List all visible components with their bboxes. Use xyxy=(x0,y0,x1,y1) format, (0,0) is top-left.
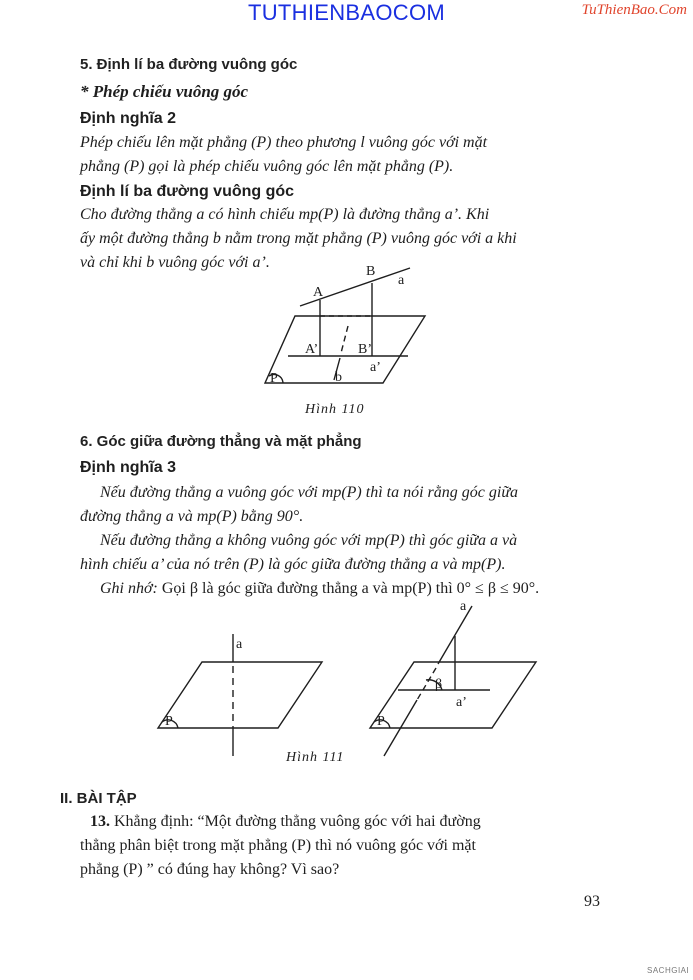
note-text: Gọi β là góc giữa đường thẳng a và mp(P) thì 0° ≤ β ≤ 90°. xyxy=(161,580,540,597)
theorem-title: Định lí ba đường vuông góc xyxy=(80,183,295,200)
section-5-heading: 5. Định lí ba đường vuông góc xyxy=(80,56,298,73)
site-title: TUTHIENBAOCOM xyxy=(247,0,445,25)
theorem-line-2: ấy một đường thẳng b nằm trong mặt phẳng (P) vuông góc với a khi xyxy=(80,230,517,247)
line-b-hidden xyxy=(341,326,348,353)
page-number: 93 xyxy=(584,893,600,910)
def3-p1-line-2: đường thẳng a và mp(P) bằng 90°. xyxy=(80,508,304,525)
exercise-13 xyxy=(80,810,605,882)
figure-110-caption: Hình 110 xyxy=(305,402,365,417)
exercises-heading: II. BÀI TẬP xyxy=(60,790,137,807)
definition-3-title: Định nghĩa 3 xyxy=(80,459,176,476)
theorem-line-1: Cho đường thẳng a có hình chiếu mp(P) là đường thẳng a’. Khi xyxy=(80,206,490,223)
brand-logo-text: TuThienBao.Com xyxy=(581,2,687,18)
exercise-13-line-2: thẳng phân biệt trong mặt phẳng (P) thì nó vuông góc với mặt xyxy=(80,837,476,854)
right-plane-outline xyxy=(370,662,536,728)
label-a-prime: a’ xyxy=(370,360,381,375)
label-P: P xyxy=(270,371,278,386)
definition-2-text xyxy=(80,131,600,179)
label-a: a xyxy=(398,273,405,288)
left-label-a: a xyxy=(236,637,243,652)
right-label-a-prime: a’ xyxy=(456,695,467,710)
plane-p-outline xyxy=(265,316,425,383)
label-B: B xyxy=(366,264,376,279)
definition-2-title: Định nghĩa 2 xyxy=(80,110,176,127)
right-label-a: a xyxy=(460,600,467,614)
exercise-13-line-3: phẳng (P) ” có đúng hay không? Vì sao? xyxy=(80,861,340,878)
theorem-line-3: và chỉ khi b vuông góc với a’. xyxy=(80,254,270,271)
left-plane-outline xyxy=(158,662,322,728)
label-B-prime: B’ xyxy=(358,342,372,357)
section-6-heading: 6. Góc giữa đường thẳng và mặt phẳng xyxy=(80,433,362,450)
definition-2-line-1: Phép chiếu lên mặt phẳng (P) theo phương l vuông góc với mặt xyxy=(80,134,488,151)
figure-111-diagram xyxy=(150,600,610,765)
right-line-a-hidden xyxy=(417,668,436,700)
right-label-P: P xyxy=(377,714,385,729)
definition-3-para-1 xyxy=(80,481,615,529)
definition-2-line-2: phẳng (P) gọi là phép chiếu vuông góc lên mặt phẳng (P). xyxy=(80,158,454,175)
exercise-13-line-1: Khẳng định: “Một đường thẳng vuông góc với hai đường xyxy=(114,813,481,830)
note-line xyxy=(100,577,620,601)
section-5-subheading: * Phép chiếu vuông góc xyxy=(80,82,249,101)
def3-p2-line-1: Nếu đường thẳng a không vuông góc với mp(P) thì góc giữa a và xyxy=(100,532,518,549)
footer-logo: SACHGIAI xyxy=(647,966,690,975)
def3-p2-line-2: hình chiếu a’ của nó trên (P) là góc giữa đường thẳng a và mp(P). xyxy=(80,556,506,573)
left-label-P: P xyxy=(165,714,173,729)
label-beta: β xyxy=(435,677,443,692)
exercise-13-number: 13. xyxy=(90,813,110,830)
label-A-prime: A’ xyxy=(305,342,319,357)
definition-3-para-2 xyxy=(80,529,615,577)
figure-111-caption: Hình 111 xyxy=(286,750,345,765)
note-label: Ghi nhớ: xyxy=(100,580,158,597)
figure-110-diagram xyxy=(250,258,450,388)
def3-p1-line-1: Nếu đường thẳng a vuông góc với mp(P) thì ta nói rằng góc giữa xyxy=(100,484,519,501)
label-A: A xyxy=(313,285,324,300)
label-b: b xyxy=(335,370,342,385)
